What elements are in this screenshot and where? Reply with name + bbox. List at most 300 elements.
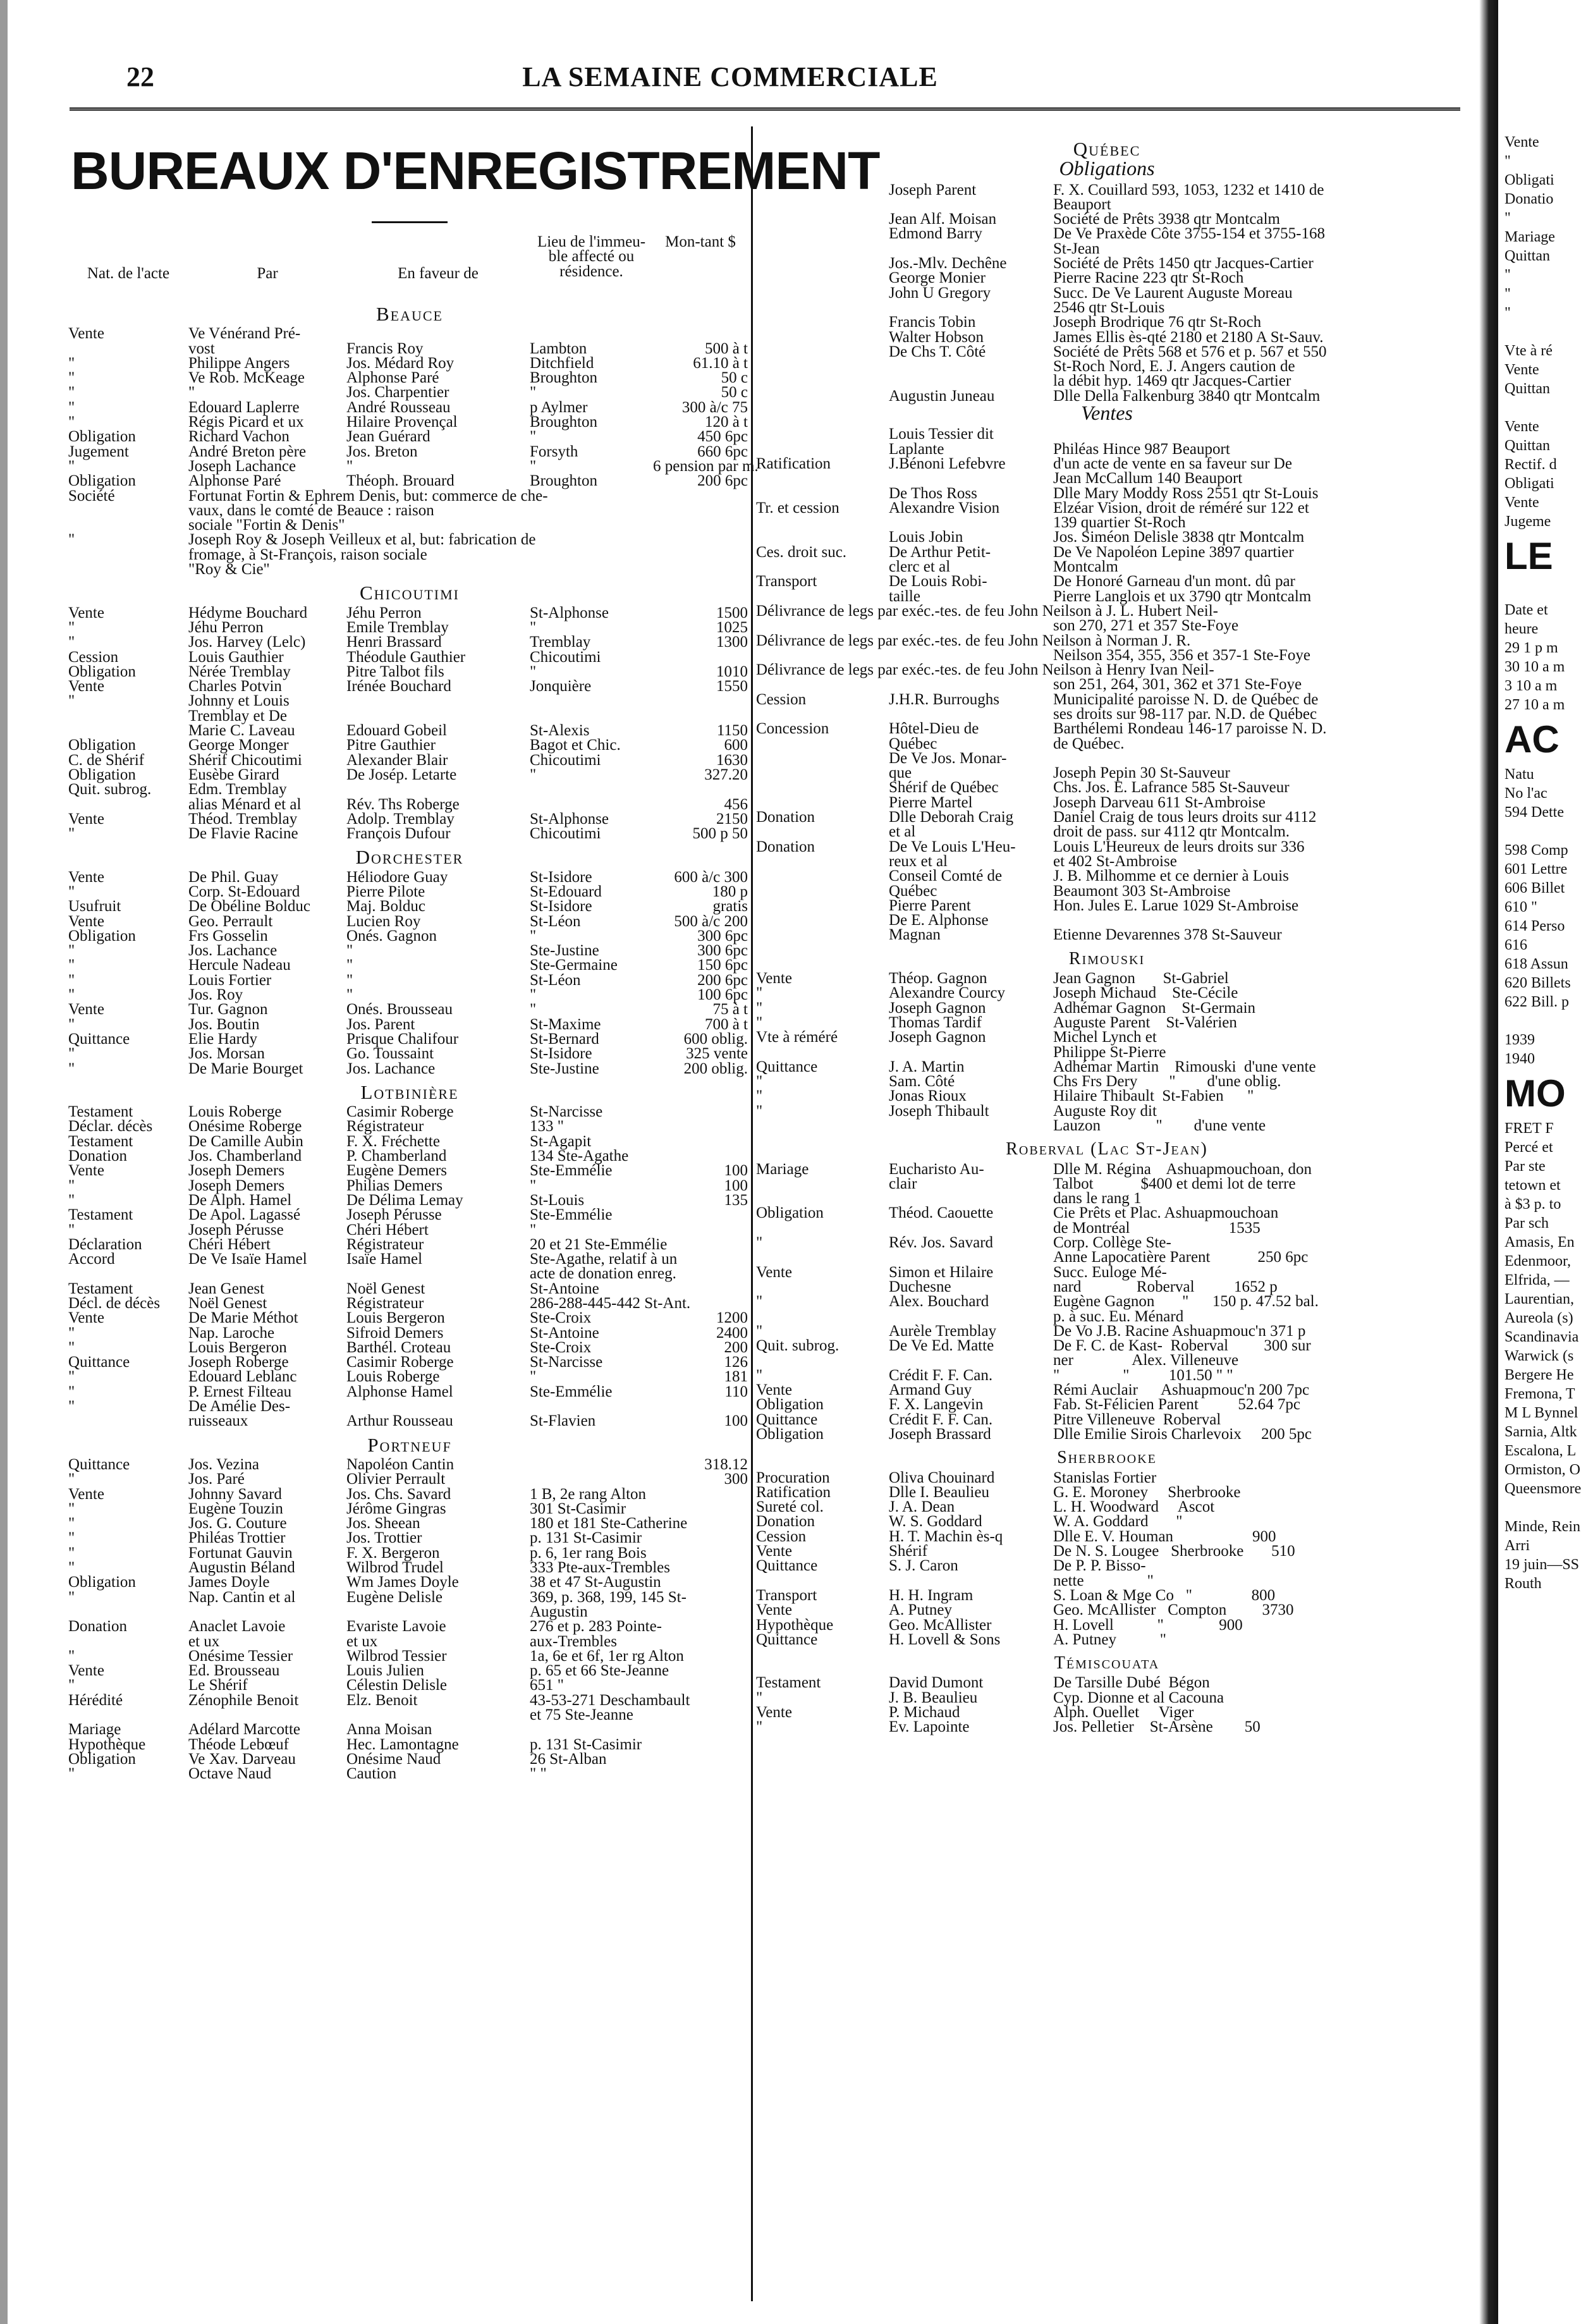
table-row — [68, 1693, 751, 1708]
cell: Quit. subrog. — [68, 781, 152, 798]
table-row — [756, 618, 1458, 633]
cell — [756, 315, 889, 329]
cell: Délivrance de legs par exéc.-tes. de feu John Neilson à Henry Ivan Neil- — [756, 661, 1214, 679]
table-row — [68, 1752, 751, 1766]
cell: Beauport — [1053, 195, 1111, 213]
table-row — [68, 400, 751, 415]
edge-line: Warwick (s — [1505, 1348, 1574, 1364]
cell: Chéri Hébert — [346, 1221, 429, 1238]
cell: Pierre Martel — [889, 793, 973, 811]
cell: Héliodore Guay — [346, 868, 448, 886]
cell: Ste-Justine — [530, 1060, 599, 1077]
cell — [530, 518, 653, 532]
cell — [756, 271, 889, 285]
cell: Obligation — [756, 1425, 824, 1443]
edge-line: Vente — [1505, 134, 1539, 150]
cell: De Josép. Letarte — [346, 766, 457, 783]
cell: Joseph Lachance — [188, 457, 296, 475]
cell — [756, 1574, 889, 1588]
cell: Broughton — [530, 413, 597, 431]
table-row — [68, 958, 751, 972]
cell: Joseph Pepin 30 St-Sauveur — [1053, 764, 1230, 782]
cell: Théoph. Brouard — [346, 472, 455, 490]
table-row — [756, 971, 1458, 986]
cell: De Amélie Des- — [188, 1398, 291, 1416]
cell: De Chs T. Côté — [889, 343, 986, 360]
cell: Shérif de Québec — [889, 779, 999, 797]
cell — [653, 1266, 748, 1281]
table-row — [756, 1074, 1458, 1089]
cell: St-Louis — [530, 1191, 585, 1209]
table-row — [68, 1104, 751, 1119]
cell: Simon et Hilaire — [889, 1263, 994, 1281]
cell: 327.20 — [704, 766, 748, 783]
cell: que — [889, 764, 912, 782]
cell: Accord — [68, 1251, 115, 1268]
table-row — [756, 1060, 1458, 1074]
cell: Ditchfield — [530, 354, 594, 372]
cell: 600 à/c 300 — [674, 868, 748, 886]
table-row — [68, 1237, 751, 1252]
cell: 6 pension par m. — [653, 457, 759, 475]
cell: Municipalité paroisse N. D. de Québec de — [1053, 690, 1319, 708]
cell: Jos. Siméon Delisle 3838 qtr Montcalm — [1053, 529, 1305, 546]
cell — [346, 1266, 530, 1281]
cell — [68, 1414, 188, 1428]
cell — [346, 532, 530, 547]
cell: Ratification — [756, 1483, 831, 1501]
edge-line: 594 Dette — [1505, 804, 1564, 821]
cell: "Roy & Cie" — [188, 561, 270, 578]
cell: Chicoutimi — [530, 825, 601, 843]
section-heading: Dorchester — [355, 846, 464, 869]
cell: J. A. Dean — [889, 1498, 955, 1516]
cell — [530, 489, 653, 503]
cell: Broughton — [530, 472, 597, 490]
cell: John U Gregory — [889, 284, 991, 302]
cell: Joseph Brassard — [889, 1425, 991, 1443]
cell: Joseph Brodrique 76 qtr St-Roch — [1053, 314, 1262, 331]
table-row — [756, 1720, 1458, 1734]
edge-line: 30 10 a m — [1505, 659, 1565, 675]
cell: Oliva Chouinard — [889, 1469, 995, 1486]
cell: " — [530, 457, 537, 475]
cell: Alphonse Paré — [188, 472, 281, 490]
edge-line — [1505, 1012, 1578, 1031]
cell: Philias Demers — [346, 1177, 443, 1194]
cell: Quittance — [68, 1030, 130, 1048]
cell: Cession — [756, 690, 807, 708]
cell: " — [68, 1471, 75, 1488]
table-row — [68, 532, 751, 547]
cell: Adhémar Gagnon St-Germain — [1053, 999, 1256, 1017]
edge-line: FRET F — [1505, 1120, 1554, 1137]
table-row — [756, 707, 1458, 721]
cell: Ve Rob. McKeage — [188, 369, 305, 387]
cell: " — [68, 1544, 75, 1562]
cell: Succ. De Ve Laurent Auguste Moreau — [1053, 284, 1293, 302]
cell: Pierre Pilote — [346, 883, 425, 900]
cell: " — [68, 618, 75, 636]
cell: 180 et 181 Ste-Catherine — [530, 1515, 688, 1532]
table-row — [68, 1722, 751, 1737]
cell — [889, 242, 1053, 256]
cell: Donation — [68, 1618, 128, 1636]
cell — [889, 1191, 1053, 1206]
cell: Bagot et Chic. — [530, 737, 621, 754]
cell: Joseph Pérusse — [188, 1221, 284, 1238]
page-header — [0, 61, 1460, 99]
cell: Testament — [756, 1674, 821, 1692]
cell: p. à suc. Eu. Ménard — [1053, 1307, 1184, 1325]
table-row — [68, 1208, 751, 1222]
cell: Le Shérif — [188, 1677, 248, 1694]
cell — [889, 1309, 1053, 1324]
cell: " — [756, 1073, 763, 1091]
cell — [653, 1619, 748, 1634]
cell: St-Léon — [530, 971, 581, 989]
table-row — [756, 751, 1458, 766]
table-row — [68, 1472, 751, 1486]
cell: " — [68, 413, 75, 431]
cell: Emile Tremblay — [346, 618, 449, 636]
table-row — [756, 515, 1458, 530]
section-rows — [756, 1162, 1458, 1442]
cell — [653, 1531, 748, 1545]
cell: 38 et 47 St-Augustin — [530, 1574, 661, 1591]
cell — [756, 242, 889, 256]
table-row — [68, 988, 751, 1002]
table-row — [756, 212, 1458, 226]
table-row — [68, 1737, 751, 1752]
cell — [653, 1560, 748, 1575]
cell: 318.12 — [704, 1455, 748, 1473]
cell: 2400 — [716, 1324, 748, 1342]
cell: Onésime Roberge — [188, 1118, 302, 1135]
cell: Fortunat Gauvin — [188, 1544, 293, 1562]
edge-line: Edenmoor, — [1505, 1253, 1572, 1269]
cell — [1053, 427, 1458, 441]
table-row — [756, 869, 1458, 883]
section-rows — [756, 427, 1458, 942]
table-row — [68, 723, 751, 738]
cell: Montcalm — [1053, 558, 1118, 576]
cell — [68, 1634, 188, 1649]
section-rows — [756, 1675, 1458, 1734]
cell: Jean Gagnon St-Gabriel — [1053, 970, 1229, 988]
cell: Maj. Bolduc — [346, 898, 425, 915]
page-gutter — [1479, 0, 1498, 2324]
cell: vost — [188, 339, 215, 357]
cell: Déclar. décès — [68, 1118, 153, 1135]
cell: Louis Gauthier — [188, 648, 284, 666]
table-row — [68, 547, 751, 562]
cell: Jos. Trottier — [346, 1529, 422, 1547]
cell: " — [530, 927, 537, 945]
cell: 1550 — [716, 678, 748, 695]
edge-line: Mariage — [1505, 229, 1555, 245]
edge-line: 19 juin—SS — [1505, 1556, 1580, 1573]
cell: J. A. Martin — [889, 1058, 965, 1075]
cell — [889, 374, 1053, 388]
edge-line: Vente — [1505, 419, 1539, 435]
cell: Adolp. Tremblay — [346, 810, 455, 828]
cell: St-Antoine — [530, 1324, 599, 1342]
table-row — [68, 1590, 751, 1605]
cell — [653, 562, 748, 577]
table-row — [68, 943, 751, 958]
section-rows — [756, 1471, 1458, 1648]
cell: Jos. Lachance — [188, 942, 278, 960]
cell: 1500 — [716, 604, 748, 621]
cell: Olivier Perrault — [346, 1471, 446, 1488]
cell: 50 c — [721, 369, 748, 387]
cell — [889, 197, 1053, 212]
cell — [756, 869, 889, 883]
table-row — [756, 1383, 1458, 1397]
edge-line: Aureola (s) — [1505, 1310, 1573, 1326]
cell: Société de Prêts 568 et 576 et p. 567 et 550 — [1053, 343, 1327, 360]
table-row — [756, 677, 1458, 692]
cell: Daniel Craig de tous leurs droits sur 4112 — [1053, 809, 1317, 826]
cell: Jos. Harvey (Lelc) — [188, 633, 306, 651]
table-row — [68, 899, 751, 914]
edge-line — [1505, 582, 1578, 601]
cell: " — [68, 1647, 75, 1665]
table-row — [68, 782, 751, 797]
cell: Donation — [756, 1513, 815, 1531]
cell: Casimir Roberge — [346, 1354, 454, 1371]
cell: Barthélemi Rondeau 146-17 paroisse N. D. — [1053, 720, 1327, 738]
cell: Dlle Emilie Sirois Charlevoix 200 5pc — [1053, 1425, 1312, 1443]
cell: Alexandre Courcy — [889, 984, 1005, 1002]
cell: Vente — [756, 1543, 792, 1560]
cell: d'un acte de vente en sa faveur sur De — [1053, 455, 1292, 472]
cell: Jean McCallum 140 Beauport — [1053, 470, 1243, 487]
cell: David Dumont — [889, 1674, 984, 1692]
cell: 50 c — [721, 384, 748, 401]
cell — [530, 532, 653, 547]
heading-nature: Nat. de l'acte — [87, 265, 170, 282]
cell: Chéri Hébert — [188, 1235, 271, 1253]
table-row — [756, 271, 1458, 285]
table-row — [756, 1397, 1458, 1412]
cell: 500 à t — [704, 339, 748, 357]
cell — [346, 1708, 530, 1722]
edge-line: No l'ac — [1505, 785, 1547, 802]
table-row — [756, 1045, 1458, 1060]
table-row — [756, 300, 1458, 315]
edge-line — [1505, 322, 1578, 341]
cell — [756, 1280, 889, 1294]
cell: Onésime Naud — [346, 1750, 441, 1768]
cell: " — [756, 1322, 763, 1340]
table-row — [68, 1399, 751, 1414]
table-row — [68, 415, 751, 429]
cell: Auguste Parent St-Valérien — [1053, 1013, 1237, 1031]
cell: Nap. Cantin et al — [188, 1588, 296, 1606]
cell: taille — [889, 587, 920, 605]
edge-line: Routh — [1505, 1575, 1542, 1592]
cell: " — [68, 1191, 75, 1209]
cell — [756, 913, 889, 927]
cell: " — [756, 1293, 763, 1311]
section-rows — [68, 606, 751, 841]
section-heading: Témiscouata — [1054, 1653, 1160, 1673]
cell: Quittance — [756, 1058, 818, 1075]
table-row — [756, 1603, 1458, 1617]
table-row — [756, 1280, 1458, 1294]
cell: Sam. Côté — [889, 1073, 955, 1091]
cell: 180 p — [712, 883, 748, 900]
cell — [756, 1353, 889, 1367]
cell: Joseph Darveau 611 St-Ambroise — [1053, 793, 1266, 811]
cell: Testament — [68, 1206, 133, 1224]
cell: Geo. McAllister Compton 3730 — [1053, 1601, 1294, 1619]
cell: Pierre Racine 223 qtr St-Roch — [1053, 269, 1244, 287]
cell — [756, 560, 889, 574]
cell: " — [68, 1368, 75, 1386]
table-row — [756, 1471, 1458, 1485]
adjacent-page-fragment — [1505, 133, 1581, 1593]
cell: Walter Hobson — [889, 328, 984, 346]
cell: Vente — [756, 1263, 792, 1281]
cell: Johnny et Louis — [188, 692, 290, 710]
left-sections — [68, 303, 759, 1783]
table-row — [68, 1119, 751, 1134]
cell: " — [530, 1001, 537, 1018]
cell: De Vo J.B. Racine Ashuapmouc'n 371 p — [1053, 1322, 1306, 1340]
table-row — [756, 810, 1458, 824]
cell — [756, 824, 889, 839]
edge-line: 601 Lettre — [1505, 861, 1568, 878]
cell: 651 " — [530, 1677, 564, 1694]
cell: Sifroid Demers — [346, 1324, 444, 1342]
cell: Cession — [756, 1527, 807, 1545]
cell — [653, 1119, 748, 1134]
cell: Hypothèque — [756, 1616, 834, 1634]
section-heading: Sherbrooke — [1057, 1448, 1157, 1468]
cell: Anaclet Lavoie — [188, 1618, 286, 1636]
cell: droit de pass. sur 4112 qtr Montcalm. — [1053, 823, 1290, 841]
cell — [756, 471, 889, 486]
cell: 139 quartier St-Roch — [1053, 514, 1186, 532]
cell: Testament — [68, 1280, 133, 1297]
cell: Joseph Demers — [188, 1162, 285, 1180]
cell: " — [68, 986, 75, 1004]
cell: Jos. Paré — [188, 1471, 245, 1488]
cell: Edmond Barry — [889, 225, 982, 243]
cell: Chicoutimi — [530, 751, 601, 769]
cell: " — [530, 986, 537, 1004]
cell: St-Narcisse — [530, 1103, 603, 1121]
cell: " — [68, 1559, 75, 1577]
cell: 75 à t — [712, 1001, 748, 1018]
cell: gratis — [712, 898, 748, 915]
cell: Louis Roberge — [346, 1368, 440, 1386]
cell: Jos. Roy — [188, 986, 243, 1004]
cell: Délivrance de legs par exéc.-tes. de feu John Neilson à J. L. Hubert Neil- — [756, 602, 1218, 620]
table-row — [756, 824, 1458, 839]
cell: Obligation — [68, 737, 136, 754]
cell: Eugène Gagnon " 150 p. 47.52 bal. — [1053, 1293, 1319, 1311]
cell: Joseph Pérusse — [346, 1206, 442, 1224]
cell: De Ve Isaïe Hamel — [188, 1251, 307, 1268]
cell: Jean Guérard — [346, 428, 430, 446]
cell — [756, 1191, 889, 1206]
cell: " — [756, 999, 763, 1017]
table-row — [68, 650, 751, 664]
cell: Vente — [756, 1703, 792, 1721]
cell: " — [346, 957, 353, 974]
cell: Onésime Tessier — [188, 1647, 293, 1665]
cell: Jos. Charpentier — [346, 384, 449, 401]
table-row — [756, 1250, 1458, 1264]
cell: " " — [530, 1765, 547, 1783]
cell: Eugène Touzin — [188, 1500, 283, 1517]
cell — [653, 1722, 748, 1737]
edge-line: " — [1505, 286, 1511, 302]
table-row — [68, 1252, 751, 1266]
cell: Régistrateur — [346, 1235, 424, 1253]
cell: L. H. Woodward Ascot — [1053, 1498, 1215, 1516]
cell — [68, 341, 188, 356]
table-row — [68, 1163, 751, 1178]
table-row — [68, 1619, 751, 1634]
edge-line: Vente — [1505, 494, 1539, 511]
cell: 181 — [724, 1368, 748, 1386]
cell: Usufruit — [68, 898, 121, 915]
cell: " — [68, 942, 75, 960]
cell — [68, 797, 188, 812]
cell: Obligation — [68, 428, 136, 446]
cell — [756, 183, 889, 197]
cell: Jos. Chamberland — [188, 1147, 302, 1165]
cell: Eugène Demers — [346, 1162, 447, 1180]
cell: W. A. Goddard " — [1053, 1513, 1183, 1531]
table-row — [756, 1030, 1458, 1044]
edge-line: MO — [1505, 1072, 1566, 1115]
edge-line: Quittan — [1505, 248, 1550, 264]
cell: Vente — [68, 325, 104, 343]
edge-line: Elfrida, — — [1505, 1272, 1570, 1288]
heading-montant: Mon-tant $ — [665, 233, 736, 250]
section-rows — [68, 1457, 751, 1782]
cell: 100 6pc — [697, 986, 748, 1004]
cell — [756, 884, 889, 898]
cell: Chs. Jos. E. Lafrance 585 St-Sauveur — [1053, 779, 1290, 797]
cell: Ste-Germaine — [530, 957, 618, 974]
table-row — [756, 1104, 1458, 1118]
cell: Eugène Delisle — [346, 1588, 443, 1606]
table-row — [68, 826, 751, 841]
cell — [756, 1177, 889, 1191]
cell: Pierre Langlois et ux 3790 qtr Montcalm — [1053, 587, 1312, 605]
cell: Augustin Juneau — [889, 387, 995, 405]
cell: Philéas Trottier — [188, 1529, 286, 1547]
table-row — [68, 1281, 751, 1296]
cell: Auguste Roy dit — [1053, 1102, 1157, 1120]
table-row — [68, 326, 751, 341]
cell: " — [530, 618, 537, 636]
section-heading: Lotbinière — [360, 1080, 459, 1103]
cell: 100 — [724, 1177, 748, 1194]
cell: p. 6, 1er rang Bois — [530, 1544, 647, 1562]
table-row — [756, 530, 1458, 544]
cell: S. Loan & Mge Co " 800 — [1053, 1586, 1276, 1604]
cell: Vente — [68, 678, 104, 695]
cell: 43-53-271 Deschambault — [530, 1691, 690, 1709]
